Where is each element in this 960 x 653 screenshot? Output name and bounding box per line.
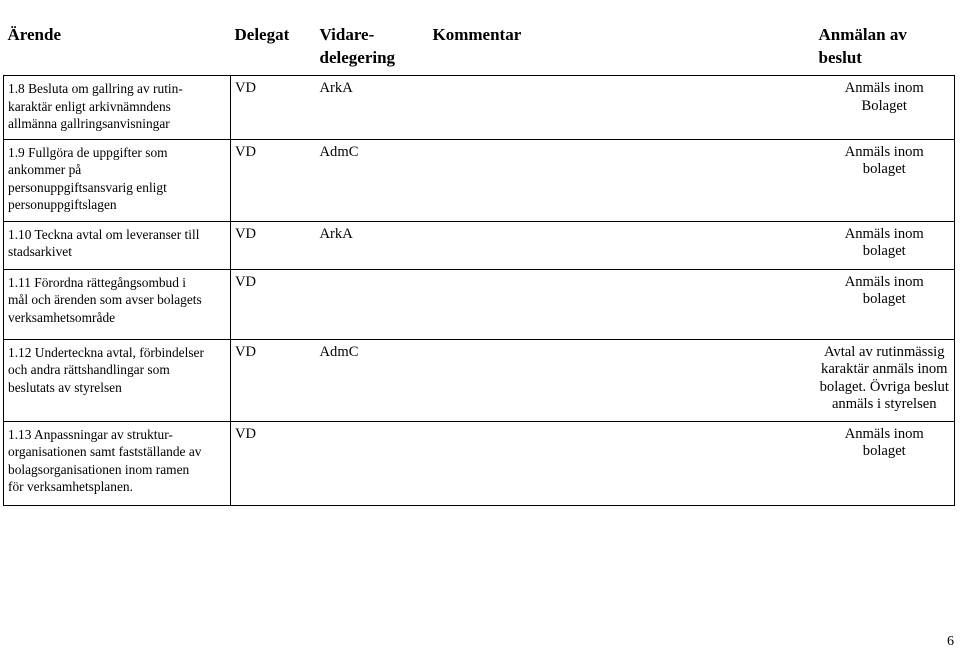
header-row [4,16,955,76]
arende-cell: 1.11 Förordna rättegångsombud i mål och ärenden som avser bolagets verksamhetsområde [4,269,231,339]
vidaredelegering-cell: ArkA [316,221,429,269]
table-row [4,221,955,269]
kommentar-cell [429,269,815,339]
header-vidaredelegering: Vidare- delegering [316,16,429,76]
kommentar-cell [429,221,815,269]
table-row [4,76,955,140]
anmalan-cell: Avtal av rutinmässig karaktär anmäls inom bolaget. Övriga beslut anmäls i styrelsen [815,339,955,421]
kommentar-cell [429,139,815,221]
arende-cell: 1.12 Underteckna avtal, förbindelser och andra rättshandlingar som beslutats av styrelsen [4,339,231,421]
kommentar-cell [429,421,815,505]
table-row [4,139,955,221]
delegat-cell: VD [231,139,316,221]
arende-cell: 1.10 Teckna avtal om leveranser till stadsarkivet [4,221,231,269]
arende-cell: 1.8 Besluta om gallring av rutin- karaktär enligt arkivnämndens allmänna gallringsanvisningar [4,76,231,140]
table-row [4,339,955,421]
delegat-cell: VD [231,421,316,505]
delegat-cell: VD [231,221,316,269]
page-number: 6 [947,634,954,649]
vidaredelegering-cell [316,421,429,505]
header-arende: Ärende [4,16,231,76]
anmalan-cell: Anmäls inom bolaget [815,221,955,269]
vidaredelegering-cell: AdmC [316,139,429,221]
delegat-cell: VD [231,269,316,339]
table-row [4,269,955,339]
vidaredelegering-cell: ArkA [316,76,429,140]
anmalan-cell: Anmäls inom Bolaget [815,76,955,140]
delegat-cell: VD [231,76,316,140]
vidaredelegering-cell [316,269,429,339]
anmalan-cell: Anmäls inom bolaget [815,139,955,221]
kommentar-cell [429,76,815,140]
kommentar-cell [429,339,815,421]
delegation-table [3,16,955,506]
header-delegat: Delegat [231,16,316,76]
anmalan-cell: Anmäls inom bolaget [815,421,955,505]
header-kommentar: Kommentar [429,16,815,76]
arende-cell: 1.13 Anpassningar av struktur- organisationen samt fastställande av bolagsorganisationen inom ramen för verksamhetsplanen. [4,421,231,505]
anmalan-cell: Anmäls inom bolaget [815,269,955,339]
arende-cell: 1.9 Fullgöra de uppgifter som ankommer på personuppgiftsansvarig enligt personuppgiftslagen [4,139,231,221]
header-anmalan: Anmälan av beslut [815,16,955,76]
table-row [4,421,955,505]
delegat-cell: VD [231,339,316,421]
vidaredelegering-cell: AdmC [316,339,429,421]
